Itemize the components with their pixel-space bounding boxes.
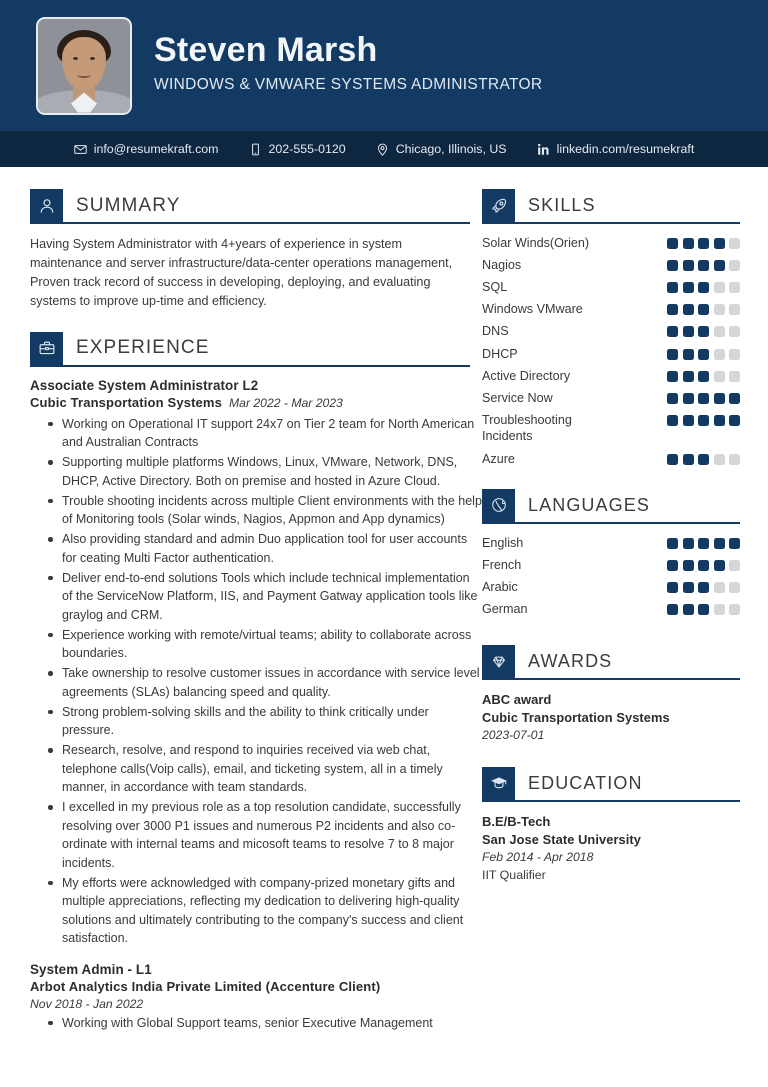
- skill-label: Troubleshooting Incidents: [482, 412, 572, 444]
- rating-dots: [667, 451, 740, 465]
- list-item: [482, 301, 740, 318]
- person-icon: [30, 189, 63, 222]
- section-header-summary: [30, 189, 470, 224]
- rating-dot-empty: [729, 304, 740, 315]
- rating-dot-empty: [714, 582, 725, 593]
- education-note: IIT Qualifier: [482, 867, 546, 882]
- rating-dot-filled: [698, 415, 709, 426]
- experience-item: [30, 962, 470, 1033]
- rating-dot-empty: [729, 604, 740, 615]
- list-item: Take ownership to resolve customer issues in accordance with service level agreements (SLAs) balancing speed and quality.: [48, 664, 482, 701]
- rating-dot-empty: [729, 371, 740, 382]
- skill-label: Nagios: [482, 258, 522, 273]
- rating-dot-filled: [683, 560, 694, 571]
- resume-header: [0, 0, 768, 131]
- rating-dots: [667, 235, 740, 249]
- rating-dot-empty: [714, 349, 725, 360]
- rating-dot-filled: [714, 260, 725, 271]
- experience-bullet-list: [30, 415, 482, 948]
- list-item: [482, 579, 740, 596]
- rating-dot-empty: [714, 371, 725, 382]
- rating-dot-empty: [729, 282, 740, 293]
- rating-dot-filled: [683, 304, 694, 315]
- list-item: Working on Operational IT support 24x7 on Tier 2 team for North American and Australian Contracts: [48, 415, 482, 452]
- rating-dot-filled: [698, 582, 709, 593]
- award-name: ABC award: [482, 692, 552, 708]
- avatar-image: [38, 19, 130, 113]
- section-title-languages: LANGUAGES: [528, 494, 650, 515]
- rating-dot-filled: [683, 349, 694, 360]
- rating-dot-empty: [714, 282, 725, 293]
- rating-dot-filled: [714, 560, 725, 571]
- list-item: [482, 279, 740, 296]
- envelope-icon: [74, 143, 87, 156]
- contact-location-text: Chicago, Illinois, US: [395, 142, 507, 156]
- section-title-experience: EXPERIENCE: [76, 337, 210, 359]
- list-item: [482, 257, 740, 274]
- list-item: Working with Global Support teams, senior Executive Management: [48, 1014, 482, 1033]
- rating-dot-filled: [698, 454, 709, 465]
- list-item: [482, 813, 740, 885]
- rating-dot-filled: [714, 538, 725, 549]
- rating-dot-filled: [698, 326, 709, 337]
- rating-dots: [667, 323, 740, 337]
- rating-dots: [667, 301, 740, 315]
- rating-dot-empty: [729, 238, 740, 249]
- rating-dot-filled: [667, 538, 678, 549]
- rating-dot-filled: [698, 393, 709, 404]
- rating-dot-filled: [667, 238, 678, 249]
- contact-linkedin-text: linkedin.com/resumekraft: [556, 142, 695, 156]
- rating-dot-filled: [667, 582, 678, 593]
- rating-dot-filled: [714, 415, 725, 426]
- linkedin-icon: [537, 143, 550, 156]
- skill-label: Active Directory: [482, 368, 571, 383]
- section-header-skills: [482, 189, 740, 224]
- phone-icon: [249, 143, 262, 156]
- rating-dots: [667, 557, 740, 571]
- rating-dot-filled: [683, 326, 694, 337]
- education-list: [482, 813, 740, 885]
- rating-dot-empty: [729, 260, 740, 271]
- rating-dot-filled: [698, 260, 709, 271]
- list-item: [482, 691, 740, 745]
- rating-dot-filled: [683, 238, 694, 249]
- rating-dot-filled: [698, 282, 709, 293]
- rating-dot-filled: [667, 304, 678, 315]
- list-item: [482, 235, 740, 252]
- section-title-skills: SKILLS: [528, 195, 596, 215]
- globe-icon: [482, 489, 515, 522]
- rating-dots: [667, 390, 740, 404]
- rating-dots: [667, 579, 740, 593]
- experience-role: System Admin - L1: [30, 961, 152, 977]
- rating-dot-filled: [729, 538, 740, 549]
- rating-dot-empty: [729, 454, 740, 465]
- skill-label: Windows VMware: [482, 302, 583, 317]
- avatar: [36, 17, 132, 115]
- rating-dot-filled: [667, 560, 678, 571]
- summary-text: Having System Administrator with 4+years of experience in system maintenance and server infrastructure/data-center operations management, Proven track record of success in developing, deploying, and evaluating systems to improve up-time and efficiency.: [30, 237, 453, 309]
- rating-dot-empty: [729, 582, 740, 593]
- rating-dot-empty: [714, 604, 725, 615]
- graduation-cap-icon: [482, 767, 515, 800]
- rating-dot-filled: [667, 393, 678, 404]
- contact-email[interactable]: [74, 142, 219, 156]
- skill-label: Solar Winds(Orien): [482, 236, 590, 250]
- rocket-icon: [482, 189, 515, 222]
- rating-dot-filled: [683, 415, 694, 426]
- rating-dots: [667, 279, 740, 293]
- experience-dates: Mar 2022 - Mar 2023: [229, 395, 343, 410]
- rating-dot-empty: [714, 326, 725, 337]
- list-item: [482, 601, 740, 618]
- rating-dot-filled: [667, 371, 678, 382]
- skill-label: Service Now: [482, 390, 553, 405]
- rating-dot-filled: [683, 260, 694, 271]
- rating-dot-filled: [667, 282, 678, 293]
- skill-label: DHCP: [482, 346, 518, 361]
- section-title-education: EDUCATION: [528, 772, 643, 793]
- rating-dot-empty: [729, 349, 740, 360]
- list-item: I excelled in my previous role as a top resolution candidate, successfully resolving over 3000 P1 issues and numerous P2 incidents and also co-ordinate with internal teams and micosoft teams to resolve 7 to 8 major incidents.: [48, 798, 482, 872]
- candidate-job-title: WINDOWS & VMWARE SYSTEMS ADMINISTRATOR: [154, 75, 543, 93]
- contact-location[interactable]: [376, 142, 507, 156]
- candidate-name: Steven Marsh: [154, 31, 378, 70]
- rating-dot-filled: [729, 393, 740, 404]
- list-item: Research, resolve, and respond to inquiries received via web chat, telephone calls(Voip calls), email, and ticketing system, all in a timely manner, in accordance with team standards.: [48, 741, 482, 797]
- rating-dot-filled: [667, 604, 678, 615]
- rating-dot-filled: [667, 349, 678, 360]
- rating-dot-filled: [683, 582, 694, 593]
- rating-dot-filled: [729, 415, 740, 426]
- rating-dot-filled: [698, 238, 709, 249]
- list-item: Also providing standard and admin Duo application tool for user accounts for ceating Multi Factor authentication.: [48, 530, 482, 567]
- contact-email-text: info@resumekraft.com: [93, 142, 219, 156]
- list-item: [482, 323, 740, 340]
- language-label: English: [482, 535, 524, 550]
- list-item: [482, 346, 740, 363]
- awards-list: [482, 691, 740, 745]
- list-item: [482, 390, 740, 407]
- rating-dot-filled: [683, 454, 694, 465]
- education-degree: B.E/B-Tech: [482, 813, 551, 829]
- section-header-languages: [482, 489, 740, 524]
- section-header-experience: [30, 332, 470, 367]
- language-label: French: [482, 557, 522, 572]
- list-item: [482, 412, 740, 445]
- list-item: [482, 535, 740, 552]
- contact-phone-text: 202-555-0120: [268, 142, 346, 156]
- rating-dot-filled: [683, 282, 694, 293]
- list-item: Supporting multiple platforms Windows, Linux, VMware, Network, DNS, DHCP, Active Directory. Both on premise and hosted in Azure Cloud.: [48, 453, 482, 490]
- experience-company: Cubic Transportation Systems: [30, 394, 223, 410]
- section-header-awards: [482, 645, 740, 680]
- language-label: German: [482, 602, 528, 617]
- education-dates: Feb 2014 - Apr 2018: [482, 850, 594, 865]
- rating-dot-filled: [667, 454, 678, 465]
- experience-dates: Nov 2018 - Jan 2022: [30, 996, 144, 1011]
- rating-dot-filled: [683, 604, 694, 615]
- list-item: Trouble shooting incidents across multiple Client environments with the help of Monitoring tools (Solar winds, Nagios, Appmon and App dynamics): [48, 492, 482, 529]
- contact-bar: [0, 131, 768, 167]
- briefcase-icon: [30, 332, 63, 365]
- experience-company: Arbot Analytics India Private Limited (Accenture Client): [30, 978, 381, 994]
- section-title-summary: SUMMARY: [76, 194, 181, 216]
- rating-dot-filled: [683, 371, 694, 382]
- rating-dot-filled: [698, 538, 709, 549]
- right-column: [470, 167, 768, 1042]
- rating-dot-filled: [714, 393, 725, 404]
- rating-dot-empty: [729, 560, 740, 571]
- rating-dots: [667, 346, 740, 360]
- left-column: [0, 167, 482, 1042]
- rating-dot-filled: [714, 238, 725, 249]
- rating-dot-filled: [667, 415, 678, 426]
- list-item: [482, 368, 740, 385]
- rating-dot-filled: [698, 371, 709, 382]
- location-pin-icon: [376, 143, 389, 156]
- award-date: 2023-07-01: [482, 728, 545, 743]
- rating-dot-empty: [729, 326, 740, 337]
- list-item: [482, 557, 740, 574]
- rating-dots: [667, 368, 740, 382]
- languages-list: [482, 535, 740, 618]
- rating-dot-filled: [667, 326, 678, 337]
- rating-dot-filled: [667, 260, 678, 271]
- award-issuer: Cubic Transportation Systems: [482, 710, 670, 726]
- rating-dot-filled: [698, 349, 709, 360]
- rating-dots: [667, 535, 740, 549]
- name-block: [154, 33, 542, 98]
- section-header-education: [482, 767, 740, 802]
- list-item: Experience working with remote/virtual teams; ability to collaborate across boundaries.: [48, 626, 482, 663]
- diamond-icon: [482, 645, 515, 678]
- rating-dot-filled: [698, 604, 709, 615]
- skills-list: [482, 235, 740, 467]
- section-title-awards: AWARDS: [528, 651, 613, 672]
- skill-label: Azure: [482, 451, 515, 466]
- skill-label: DNS: [482, 324, 509, 339]
- list-item: [482, 451, 740, 468]
- rating-dots: [667, 601, 740, 615]
- list-item: Strong problem-solving skills and the ability to think critically under pressure.: [48, 703, 482, 740]
- experience-item: [30, 377, 482, 948]
- list-item: My efforts were acknowledged with company-prized monetary gifts and multiple appreciations, reflecting my dedication to delivering high-quality solutions and ultimately contributing to the company's success and client satisfaction.: [48, 874, 482, 948]
- list-item: Deliver end-to-end solutions Tools which include technical implementation of the ServiceNow Platform, IIS, and Payment Gatway application tools like graylog and CRM.: [48, 569, 482, 625]
- contact-linkedin[interactable]: [537, 142, 695, 156]
- rating-dot-filled: [683, 393, 694, 404]
- rating-dot-filled: [698, 304, 709, 315]
- skill-label: SQL: [482, 280, 508, 295]
- experience-bullet-list: [30, 1014, 470, 1033]
- rating-dots: [667, 412, 740, 426]
- resume-body: [0, 167, 768, 1042]
- rating-dot-empty: [714, 304, 725, 315]
- education-school: San Jose State University: [482, 832, 641, 848]
- rating-dot-empty: [714, 454, 725, 465]
- rating-dot-filled: [698, 560, 709, 571]
- rating-dot-filled: [683, 538, 694, 549]
- contact-phone[interactable]: [249, 142, 346, 156]
- experience-role: Associate System Administrator L2: [30, 377, 259, 393]
- rating-dots: [667, 257, 740, 271]
- language-label: Arabic: [482, 579, 518, 594]
